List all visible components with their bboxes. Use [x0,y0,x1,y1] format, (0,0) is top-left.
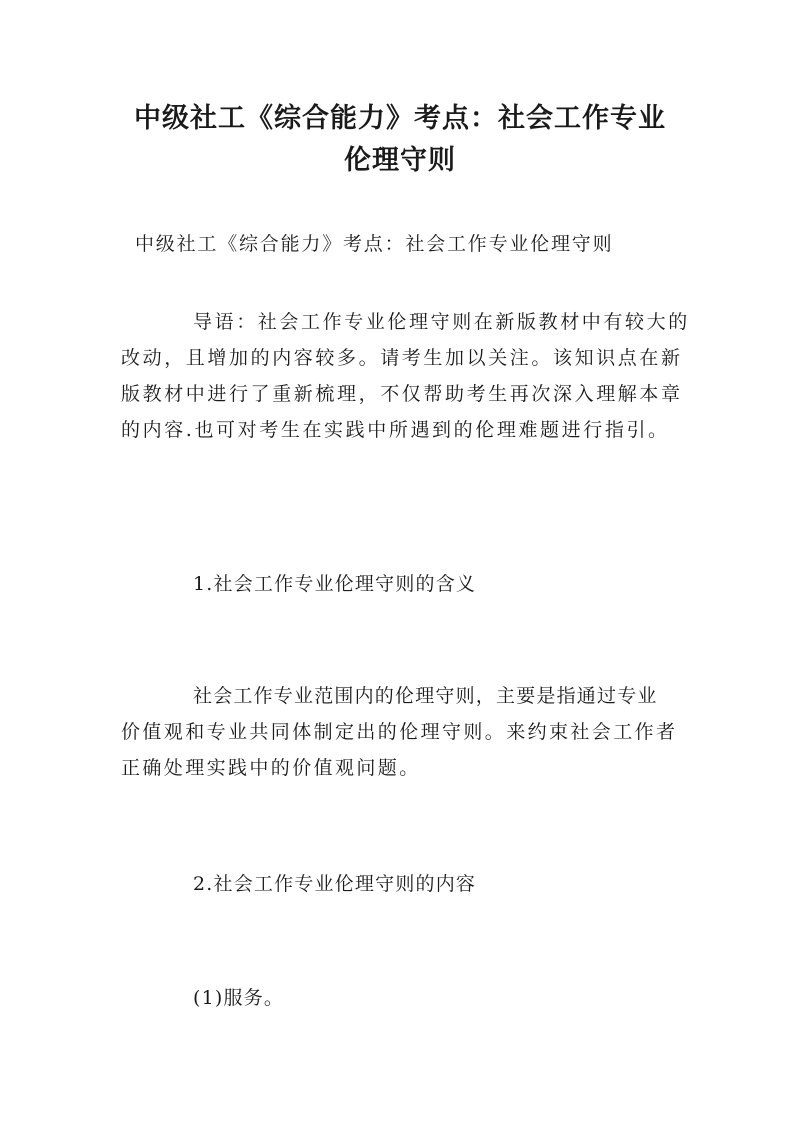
section-1-paragraph-line: 正确处理实践中的价值观问题。 [121,757,421,779]
section-1-paragraph-line: 社会工作专业范围内的伦理守则，主要是指通过专业 [193,685,658,707]
section-1-paragraph-line: 价值观和专业共同体制定出的伦理守则。来约束社会工作者 [121,721,678,743]
intro-paragraph-line: 的内容.也可对考生在实践中所遇到的伦理难题进行指引。 [121,419,670,441]
document-title-line-1: 中级社工《综合能力》考点：社会工作专业 [134,103,666,134]
section-2-heading: 2.社会工作专业伦理守则的内容 [193,873,477,895]
intro-paragraph-line: 导语：社会工作专业伦理守则在新版教材中有较大的 [193,311,690,333]
section-2-item-1: (1)服务。 [193,987,285,1009]
document-subtitle: 中级社工《综合能力》考点：社会工作专业伦理守则 [135,233,614,255]
section-1-heading: 1.社会工作专业伦理守则的含义 [193,573,477,595]
document-title-line-2: 伦理守则 [344,145,456,176]
intro-paragraph-line: 改动，且增加的内容较多。请考生加以关注。该知识点在新 [121,347,683,369]
intro-paragraph-line: 版教材中进行了重新梳理，不仅帮助考生再次深入理解本章 [121,383,683,405]
